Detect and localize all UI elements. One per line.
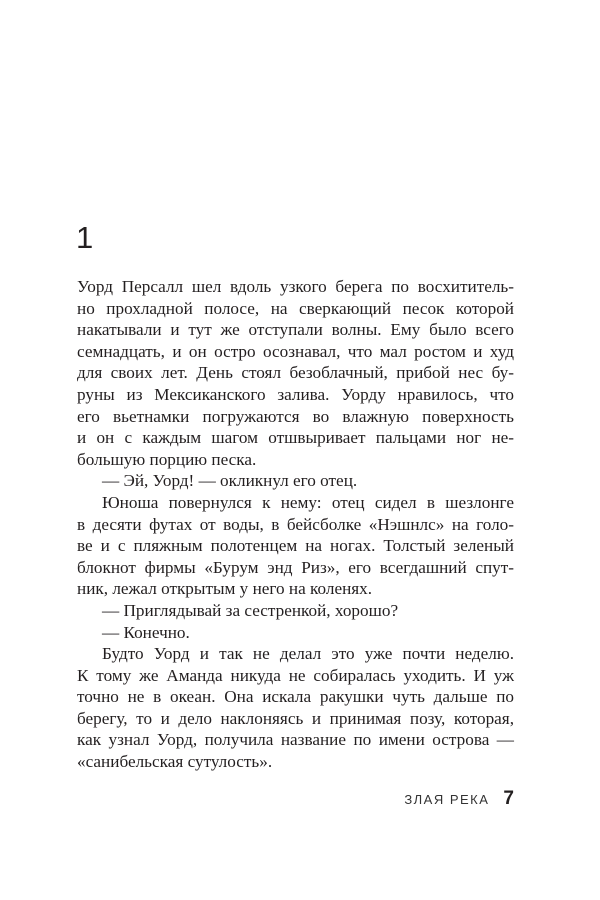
text-line: большую порцию песка. (77, 449, 257, 469)
text-line: семнадцать, и он остро осознавал, что мал ростом и худ (77, 341, 514, 361)
text-line: ве и с пляжным полотенцем на ногах. Толстый зеленый (77, 536, 514, 556)
text-line: в десяти футах от воды, в бейсболке «Нэшнлс» на голо- (77, 514, 514, 534)
running-title: ЗЛАЯ РЕКА (404, 792, 490, 807)
chapter-number: 1 (76, 220, 94, 255)
text-line: руны из Мексиканского залива. Уорду нравилось, что (77, 384, 514, 404)
text-line: как узнал Уорд, получила название по имени острова — (77, 730, 514, 750)
text-line: — Конечно. (102, 622, 190, 642)
text-line: Юноша повернулся к нему: отец сидел в шезлонге (102, 492, 514, 512)
text-line: Уорд Персалл шел вдоль узкого берега по восхититель- (77, 277, 514, 296)
text-line: — Приглядывай за сестренкой, хорошо? (102, 600, 399, 620)
text-line: для своих лет. День стоял безоблачный, прибой нес бу- (77, 363, 514, 383)
text-line: блокнот фирмы «Бурум энд Риз», его всегдашний спут- (77, 557, 514, 577)
text-line: точно не в океан. Она искала ракушки чуть дальше по (77, 687, 514, 707)
page-footer (404, 788, 514, 810)
text-line: — Эй, Уорд! — окликнул его отец. (102, 471, 358, 491)
text-line: К тому же Аманда никуда не собиралась уходить. И уж (77, 665, 514, 685)
text-line: его вьетнамки погружаются во влажную поверхность (77, 406, 514, 426)
body-text (77, 276, 514, 773)
page-number: 7 (503, 788, 514, 809)
text-line: берегу, то и дело наклоняясь и принимая позу, которая, (77, 708, 514, 728)
text-line: ник, лежал открытым у него на коленях. (77, 579, 373, 599)
text-line: Будто Уорд и так не делал это уже почти неделю. (102, 644, 514, 664)
text-line: «санибельская сутулость». (77, 752, 273, 772)
text-line: накатывали и тут же отступали волны. Ему было всего (77, 320, 514, 340)
text-line: и он с каждым шагом отшвыривает пальцами ног не- (77, 428, 514, 448)
text-line: но прохладной полосе, на сверкающий песок которой (77, 298, 514, 318)
